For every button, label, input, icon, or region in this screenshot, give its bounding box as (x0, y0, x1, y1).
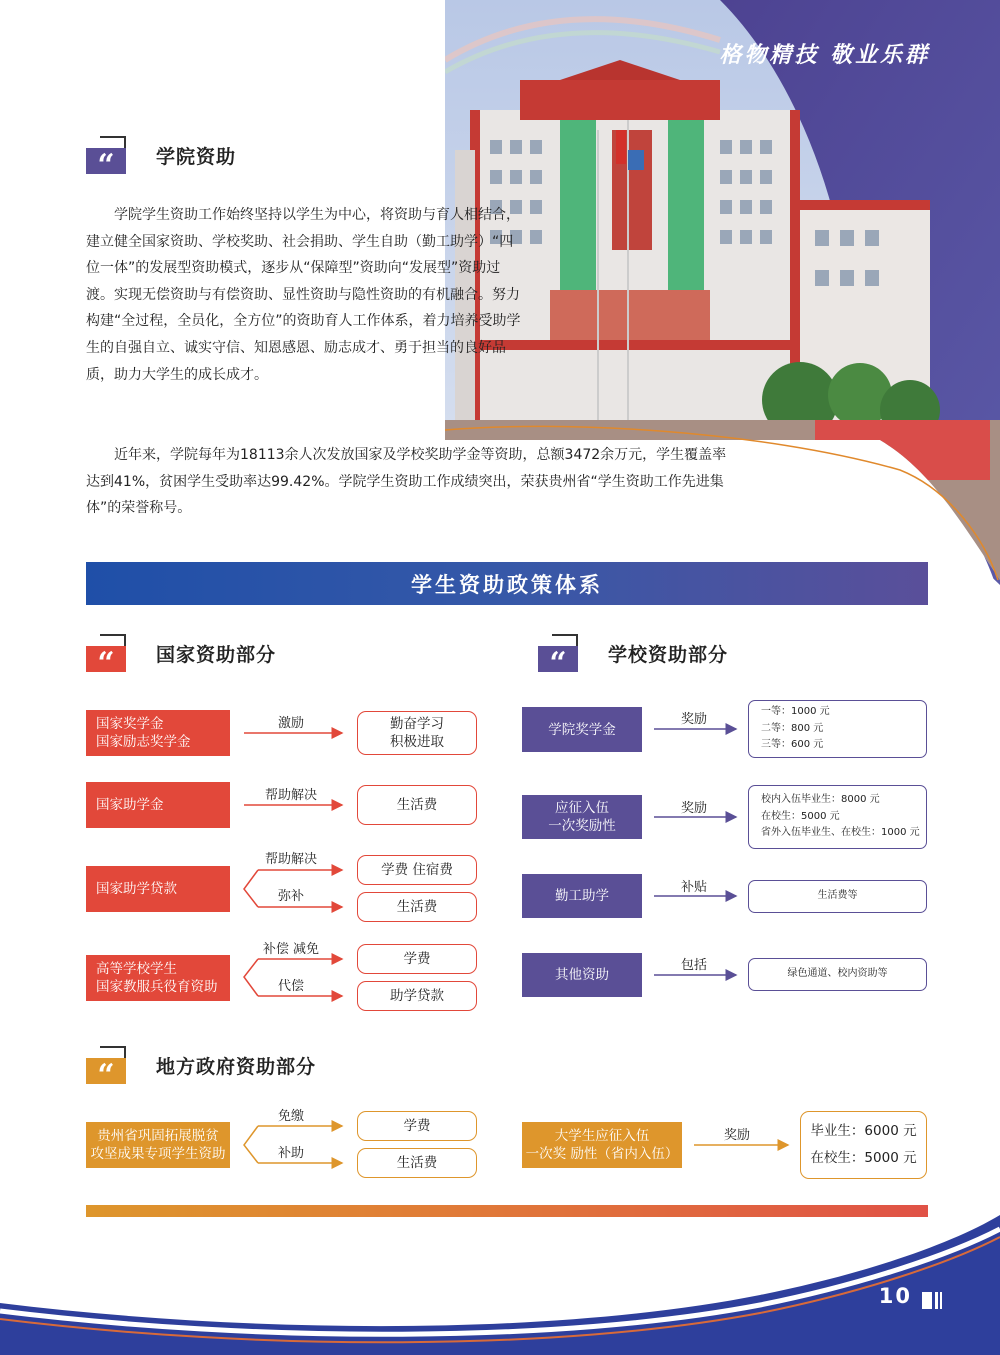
tuition-node-1: 学费 (357, 944, 477, 974)
national-scholarship-node: 国家奖学金 国家励志奖学金 (86, 710, 230, 756)
fork-n3 (244, 870, 258, 907)
paragraph-2-text: 近年来，学院每年为18113余人次发放国家及学校奖助学金等资助，总额3472余万元，学生覆盖率达到41%，贫困学生受助率达99.42%。学院学生资助工作成绩突出，荣获贵州省“学生资助工作先进集体”的荣誉称号。 (86, 447, 727, 517)
page-bars-icon (922, 1289, 944, 1311)
living-expense-node-1: 生活费 (357, 785, 477, 825)
edge-label-n4b: 代偿 (277, 979, 305, 994)
enlistment-reward-node: 应征入伍 一次奖励性 (522, 795, 642, 839)
green-channel-node: 绿色通道、校内资助等 (748, 958, 927, 991)
edge-label-s4: 包括 (680, 958, 708, 973)
edge-label-s2: 奖励 (680, 801, 708, 816)
local-aid-title: 地方政府资助部分 (156, 1055, 317, 1078)
national-grant-node: 国家助学金 (86, 782, 230, 828)
national-aid-header (86, 634, 277, 681)
scholarship-amounts-node: 一等：1000 元 二等：800 元 三等：600 元 (748, 700, 927, 758)
edge-label-n1: 激励 (277, 716, 305, 731)
page-number: 10 (878, 1284, 912, 1308)
edge-label-l1b: 补助 (277, 1146, 305, 1161)
quote-icon: “ (86, 136, 126, 174)
edge-label-n3b: 弥补 (277, 889, 305, 904)
quote-icon: “ (86, 1046, 126, 1084)
slogan: 格物精技 敬业乐群 (719, 42, 930, 68)
quote-icon: “ (86, 634, 126, 672)
fork-l1 (244, 1126, 258, 1163)
edge-label-n2: 帮助解决 (264, 788, 318, 803)
college-aid-paragraph-1 (86, 202, 526, 388)
military-aid-node: 高等学校学生 国家教服兵役育资助 (86, 955, 230, 1001)
policy-system-banner: 学生资助政策体系 (86, 562, 928, 605)
school-aid-header (538, 634, 729, 681)
student-loan-node: 助学贷款 (357, 981, 477, 1011)
edge-label-n3a: 帮助解决 (264, 852, 318, 867)
college-aid-paragraph-2 (86, 442, 736, 522)
tuition-housing-node: 学费 住宿费 (357, 855, 477, 885)
provincial-amounts-node: 毕业生：6000 元 在校生：5000 元 (800, 1111, 927, 1179)
college-scholarship-node: 学院奖学金 (522, 707, 642, 752)
living-expense-node-3: 生活费 (357, 1148, 477, 1178)
edge-label-l1a: 免缴 (277, 1109, 305, 1124)
bottom-divider (86, 1205, 928, 1217)
college-aid-title: 学院资助 (156, 145, 237, 168)
living-expense-node-2: 生活费 (357, 892, 477, 922)
edge-label-l2: 奖励 (723, 1128, 751, 1143)
edge-label-s1: 奖励 (680, 712, 708, 727)
enlistment-amounts-node: 校内入伍毕业生：8000 元 在校生：5000 元 省外入伍毕业生、在校生：1000 元 (748, 785, 927, 849)
work-study-node: 勤工助学 (522, 874, 642, 918)
living-expense-etc-node: 生活费等 (748, 880, 927, 913)
school-aid-title: 学校资助部分 (608, 643, 729, 666)
paragraph-1-text: 学院学生资助工作始终坚持以学生为中心，将资助与育人相结合，建立健全国家资助、学校奖助、社会捐助、学生自助（勤工助学）“四位一体”的发展型资助模式，逐步从“保障型”资助向“发展型”资助过渡。实现无偿资助与有偿资助、显性资助与隐性资助的有机融合。努力构建“全过程，全员化，全方位”的资助育人工作体系，着力培养受助学生的自强自立、诚实守信、知恩感恩、励志成才、勇于担当的良好品质，助力大学生的成长成才。 (86, 207, 521, 383)
tuition-node-2: 学费 (357, 1111, 477, 1141)
bottom-wave (0, 1215, 1000, 1355)
college-aid-header (86, 136, 237, 183)
provincial-enlistment-node: 大学生应征入伍 一次奖 励性（省内入伍） (522, 1122, 682, 1168)
other-aid-node: 其他资助 (522, 953, 642, 997)
national-aid-title: 国家资助部分 (156, 643, 277, 666)
diligent-study-node: 勤奋学习 积极进取 (357, 711, 477, 755)
quote-icon: “ (538, 634, 578, 672)
edge-label-s3: 补贴 (680, 880, 708, 895)
edge-label-n4a: 补偿 减免 (262, 942, 320, 957)
fork-n4 (244, 959, 258, 996)
guizhou-poverty-aid-node: 贵州省巩固拓展脱贫 攻坚成果专项学生资助 (86, 1122, 230, 1168)
local-aid-header (86, 1046, 317, 1093)
national-loan-node: 国家助学贷款 (86, 866, 230, 912)
